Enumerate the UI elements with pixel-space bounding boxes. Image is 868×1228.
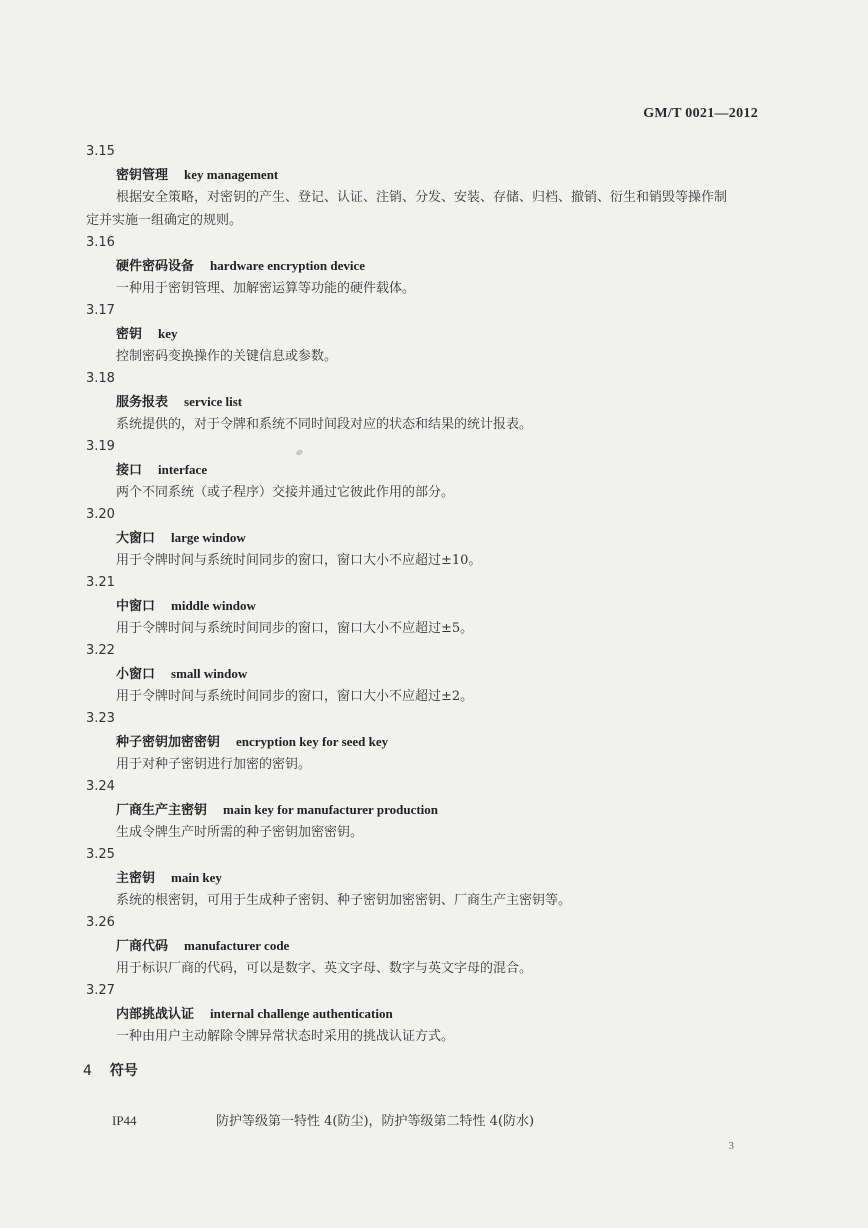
term-number: 3.25: [86, 847, 115, 862]
term-title-zh: 服务报表: [116, 395, 169, 410]
term-number: 3.18: [86, 371, 115, 386]
term-title: [86, 594, 758, 617]
term-entry: [86, 572, 758, 640]
term-number: 3.16: [86, 235, 115, 250]
term-definition-text: 两个不同系统（或子程序）交接并通过它彼此作用的部分。: [116, 485, 455, 500]
term-definition-text: 用于标识厂商的代码，可以是数字、英文字母、数字与英文字母的混合。: [116, 961, 533, 976]
term-definition: [86, 549, 758, 572]
term-title-zh: 大窗口: [116, 531, 156, 546]
term-definition: [86, 617, 758, 640]
term-entry: [86, 232, 758, 300]
term-entry: [86, 436, 758, 504]
term-definition-text: 用于对种子密钥进行加密的密钥。: [116, 757, 312, 772]
term-title-en: main key for manufacturer production: [223, 802, 439, 817]
term-title-zh: 接口: [116, 463, 143, 478]
term-title: [86, 662, 758, 685]
term-entry: [86, 300, 758, 368]
term-definition-text: 一种用于密钥管理、加解密运算等功能的硬件载体。: [116, 281, 416, 296]
term-definition: [86, 345, 758, 368]
term-title-zh: 密钥管理: [116, 168, 169, 183]
term-title: [86, 322, 758, 345]
term-title: [86, 798, 758, 821]
term-definition-text: 控制密码变换操作的关键信息或参数。: [116, 349, 338, 364]
term-definition-text: 用于令牌时间与系统时间同步的窗口，窗口大小不应超过±2。: [116, 689, 474, 704]
term-title-en: key management: [184, 167, 279, 182]
section-number: 4: [83, 1063, 92, 1079]
term-definition-text: 生成令牌生产时所需的种子密钥加密密钥。: [116, 825, 364, 840]
standard-number: GM/T 0021—2012: [643, 106, 758, 121]
term-definition: [86, 753, 758, 776]
term-title: [86, 730, 758, 753]
term-title: [86, 458, 758, 481]
term-entry: [86, 708, 758, 776]
term-number: 3.26: [86, 915, 115, 930]
term-title-zh: 内部挑战认证: [116, 1007, 195, 1022]
term-number: 3.23: [86, 711, 115, 726]
term-number: 3.20: [86, 507, 115, 522]
term-title-zh: 厂商代码: [116, 939, 169, 954]
term-title-zh: 硬件密码设备: [116, 259, 195, 274]
term-title-en: internal challenge authentication: [210, 1006, 393, 1021]
term-title-en: key: [158, 326, 178, 341]
term-definition: [86, 685, 758, 708]
term-definition: [86, 957, 758, 980]
term-title-en: hardware encryption device: [210, 258, 366, 273]
term-title-en: manufacturer code: [184, 938, 290, 953]
term-definition-continuation: 定并实施一组确定的规则。: [86, 213, 243, 228]
term-number: 3.21: [86, 575, 115, 590]
term-definition-text: 系统提供的，对于令牌和系统不同时间段对应的状态和结果的统计报表。: [116, 417, 533, 432]
term-definition-text: 根据安全策略，对密钥的产生、登记、认证、注销、分发、安装、存储、归档、撤销、衍生和销毁等操作制: [116, 190, 728, 205]
term-number: 3.17: [86, 303, 115, 318]
term-title: [86, 934, 758, 957]
term-definition: [86, 889, 758, 912]
term-title-en: interface: [158, 462, 208, 477]
term-title-en: large window: [171, 530, 246, 545]
term-entry: [86, 980, 758, 1048]
term-number: 3.24: [86, 779, 115, 794]
term-entry: [86, 368, 758, 436]
term-entry: [86, 844, 758, 912]
term-title-zh: 密钥: [116, 327, 143, 342]
symbol-description: 防护等级第一特性 4(防尘)，防护等级第二特性 4(防水): [216, 1114, 535, 1129]
term-definition: [86, 1025, 758, 1048]
term-definition: [86, 413, 758, 436]
section-heading: [83, 1060, 138, 1080]
term-definition: [86, 481, 758, 504]
term-definition-text: 一种由用户主动解除令牌异常状态时采用的挑战认证方式。: [116, 1029, 455, 1044]
term-title-zh: 中窗口: [116, 599, 156, 614]
term-title-en: main key: [171, 870, 222, 885]
term-title-en: service list: [184, 394, 243, 409]
term-entry: [86, 640, 758, 708]
term-entry: [86, 141, 758, 232]
section-title: 符号: [109, 1063, 138, 1079]
terms-list: [86, 141, 758, 1048]
term-number: 3.19: [86, 439, 115, 454]
page-number: 3: [728, 1140, 734, 1152]
term-definition: [86, 821, 758, 844]
term-title-en: small window: [171, 666, 248, 681]
term-title: [86, 390, 758, 413]
term-number: 3.15: [86, 144, 115, 159]
term-number: 3.27: [86, 983, 115, 998]
term-title-zh: 种子密钥加密密钥: [116, 735, 221, 750]
symbol-code: IP44: [112, 1113, 137, 1128]
term-definition: [86, 277, 758, 300]
term-title: [86, 1002, 758, 1025]
term-title-en: encryption key for seed key: [236, 734, 389, 749]
term-definition-text: 系统的根密钥，可用于生成种子密钥、种子密钥加密密钥、厂商生产主密钥等。: [116, 893, 572, 908]
term-definition: [86, 186, 758, 232]
term-title: [86, 254, 758, 277]
symbol-row: [112, 1110, 534, 1129]
term-title-en: middle window: [171, 598, 256, 613]
term-title-zh: 主密钥: [116, 871, 156, 886]
term-entry: [86, 504, 758, 572]
term-definition-text: 用于令牌时间与系统时间同步的窗口，窗口大小不应超过±5。: [116, 621, 474, 636]
term-title-zh: 小窗口: [116, 667, 156, 682]
term-title: [86, 866, 758, 889]
term-entry: [86, 776, 758, 844]
term-number: 3.22: [86, 643, 115, 658]
term-title: [86, 163, 758, 186]
term-title: [86, 526, 758, 549]
term-title-zh: 厂商生产主密钥: [116, 803, 208, 818]
term-definition-text: 用于令牌时间与系统时间同步的窗口，窗口大小不应超过±10。: [116, 553, 482, 568]
term-entry: [86, 912, 758, 980]
